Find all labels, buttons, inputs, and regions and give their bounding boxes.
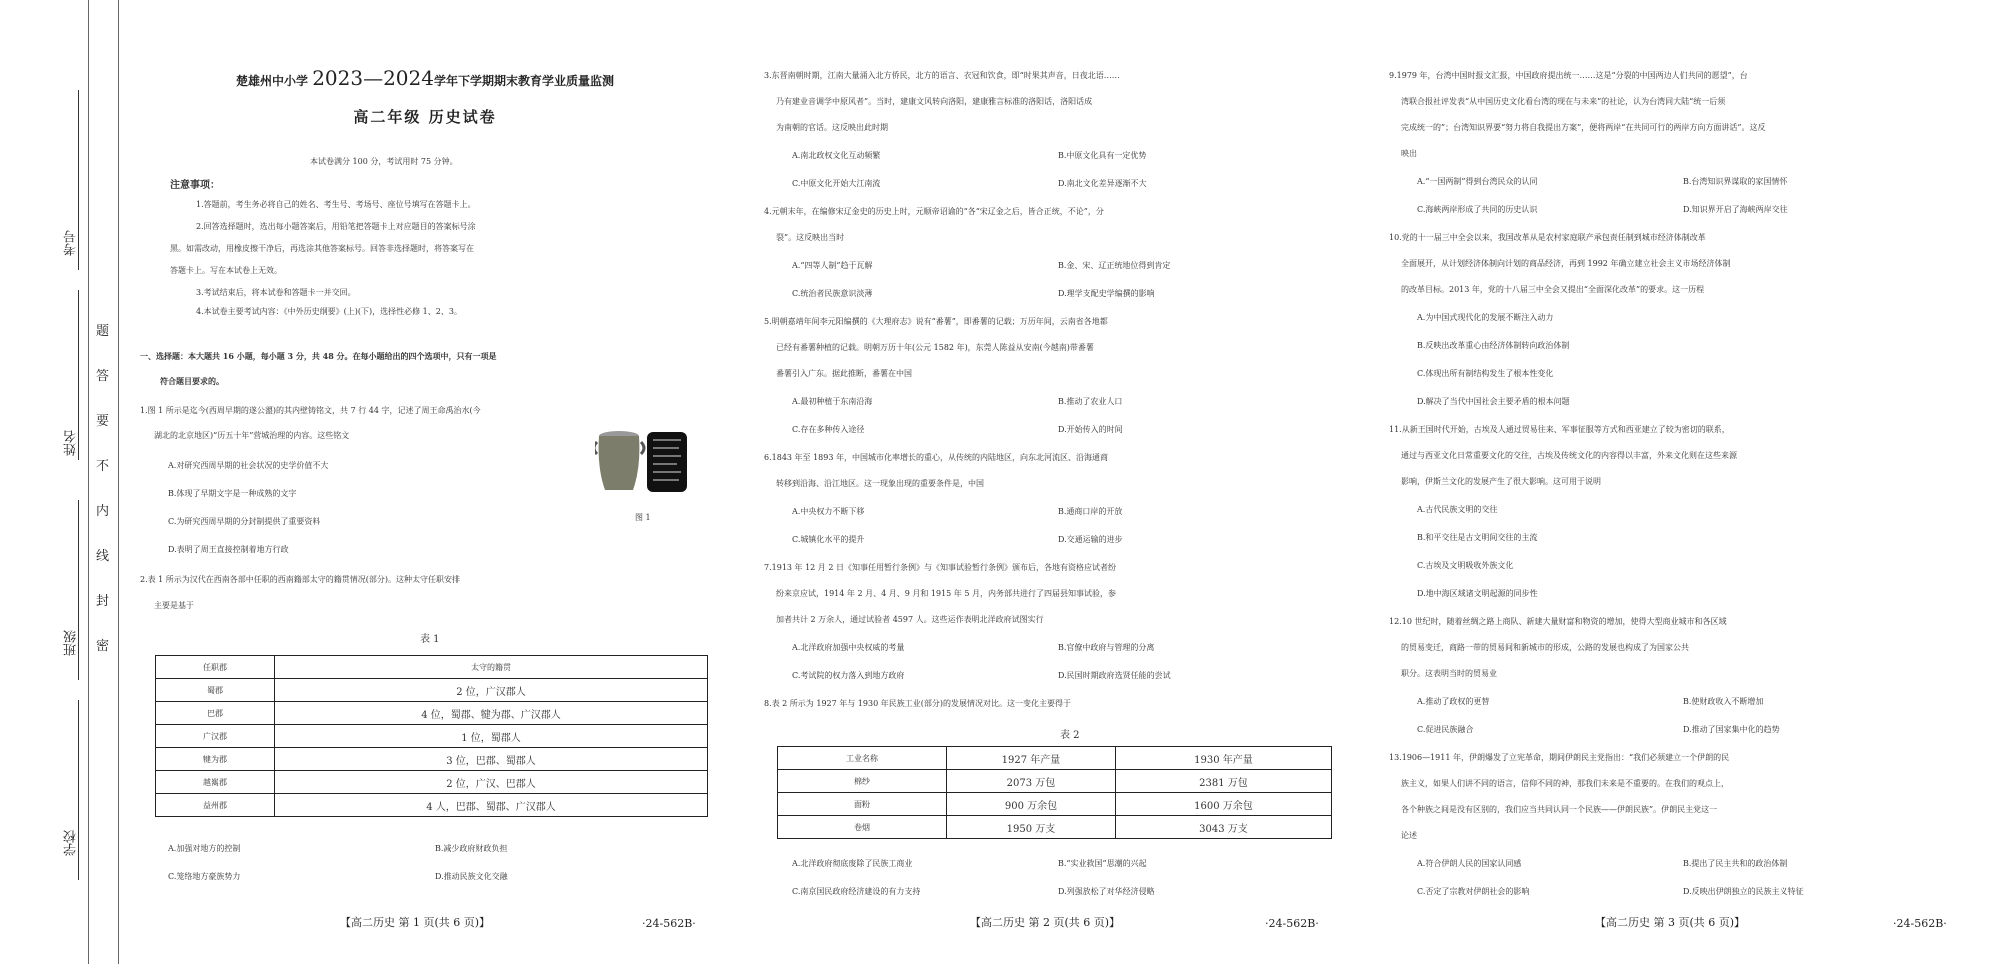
page-3 — [1385, 0, 1985, 964]
question-3-option-b[interactable]: B.中原文化具有一定优势 — [1058, 151, 1147, 160]
notice-item: 4.本试卷主要考试内容：《中外历史纲要》(上)(下)，选择性必修 1、2、3。 — [196, 307, 462, 316]
table-1 — [155, 655, 708, 817]
question-13-option-b[interactable]: B.提出了民主共和的政治体制 — [1683, 859, 1788, 868]
table-cell: 2073 万包 — [947, 770, 1116, 793]
table-cell: 2 位，广汉郡人 — [275, 679, 708, 702]
question-5-stem: 5.明朝嘉靖年间李元阳编撰的《大理府志》说有“番薯”，即番薯的记载；万历年间，云南省各地都 — [764, 317, 1108, 326]
table-row — [778, 747, 1332, 770]
page-footer: 【高二历史 第 2 页(共 6 页)】 — [970, 916, 1121, 929]
question-9-option-d[interactable]: D.知识界开启了海峡两岸交往 — [1683, 205, 1788, 214]
page-footer: 【高二历史 第 1 页(共 6 页)】 — [340, 916, 491, 929]
table-row — [778, 816, 1332, 839]
notice-item: 2.回答选择题时，选出每小题答案后，用铅笔把答题卡上对应题目的答案标号涂 — [196, 222, 476, 231]
question-6-option-b[interactable]: B.通商口岸的开放 — [1058, 507, 1123, 516]
question-13-stem: 各个种族之间是没有区别的，我们应当共同认同一个民族——伊朗民族”。伊朗民主党这一 — [1401, 805, 1718, 814]
question-11-option-b[interactable]: B.和平交往是古文明间交往的主流 — [1417, 533, 1538, 542]
question-9-stem: 映出 — [1401, 149, 1417, 158]
question-1-option-c[interactable]: C.为研究西周早期的分封制提供了重要资料 — [168, 517, 321, 526]
question-13-stem: 论述 — [1401, 831, 1417, 840]
table-cell: 广汉郡 — [156, 725, 275, 748]
binding-strip — [0, 0, 118, 964]
question-12-stem: 职分。这表明当时的贸易业 — [1401, 669, 1497, 678]
question-4-stem: 4.元朝末年，在编修宋辽金史的历史上时，元顺帝诏谕的“各“宋辽金之后，皆合正统，不论”，分 — [764, 207, 1104, 216]
table-row — [778, 770, 1332, 793]
table-cell: 4 人，巴郡、蜀郡、广汉郡人 — [275, 794, 708, 817]
question-4-stem: 裂”。这反映出当时 — [776, 233, 845, 242]
table-row — [778, 793, 1332, 816]
question-1-option-d[interactable]: D.表明了周王直接控制着地方行政 — [168, 545, 289, 554]
question-5-option-d[interactable]: D.开始传入的时间 — [1058, 425, 1123, 434]
question-5-stem: 已经有番薯种植的记载。明朝万历十年(公元 1582 年)，东莞人陈益从安南(今越南)带番薯 — [776, 343, 1094, 352]
seal-char: 要 — [96, 414, 110, 429]
score-line: 本试卷满分 100 分，考试用时 75 分钟。 — [310, 157, 458, 166]
question-4-option-a[interactable]: A.“四等人制”趋于瓦解 — [792, 261, 873, 270]
page-code: ·24-562B· — [1893, 917, 1947, 930]
table-1-title: 表 1 — [420, 634, 440, 645]
exam-number-field[interactable] — [78, 90, 79, 270]
question-3-stem: 3.东晋南朝时期，江南大量涌入北方侨民，北方的语言、衣冠和饮食，即“时果其声音，日夜北语…… — [764, 71, 1120, 80]
question-10-stem: 10.党的十一届三中全会以来，我国改革从是农村家庭联产承包责任制到城市经济体制改革 — [1389, 233, 1706, 242]
question-7-stem: 纷来京应试，1914 年 2 月、4 月、9 月和 1915 年 5 月，内务部共进行了四届县知事试验，参 — [776, 589, 1116, 598]
question-3-stem: 为南朝的官话。这反映出此时期 — [776, 123, 888, 132]
school-field[interactable] — [78, 700, 79, 880]
table-row — [156, 794, 708, 817]
question-10-option-b[interactable]: B.反映出改革重心由经济体制转向政治体制 — [1417, 341, 1570, 350]
question-11-option-a[interactable]: A.古代民族文明的交往 — [1417, 505, 1498, 514]
page-code: ·24-562B· — [1265, 917, 1319, 930]
notice-heading: 注意事项： — [170, 180, 220, 191]
question-7-option-b[interactable]: B.官僚中政府与管理的分离 — [1058, 643, 1155, 652]
question-3-option-c[interactable]: C.中原文化开始大江南流 — [792, 179, 881, 188]
exam-subtitle: 高二年级 历史试卷 — [353, 108, 497, 126]
table-cell: 3 位，巴郡、蜀郡人 — [275, 748, 708, 771]
question-12-option-a[interactable]: A.推动了政权的更替 — [1417, 697, 1490, 706]
question-7-option-c[interactable]: C.考试院的权力落入到地方政府 — [792, 671, 905, 680]
question-8-option-d[interactable]: D.列强放松了对华经济侵略 — [1058, 887, 1155, 896]
table-cell: 1930 年产量 — [1116, 747, 1332, 770]
question-8-option-c[interactable]: C.南京国民政府经济建设的有力支持 — [792, 887, 921, 896]
table-cell: 3043 万支 — [1116, 816, 1332, 839]
question-3-option-d[interactable]: D.南北文化差异逐渐不大 — [1058, 179, 1147, 188]
question-9-stem: 完成统一的”；台湾知识界要“努力将自我提出方案”，便将两岸“在共同可行的两岸方向方面讲话”。这反 — [1401, 123, 1766, 132]
table-cell: 工业名称 — [778, 747, 947, 770]
question-5-option-a[interactable]: A.最初种植于东南沿海 — [792, 397, 873, 406]
notice-item: 3.考试结束后，将本试卷和答题卡一并交回。 — [196, 288, 356, 297]
seal-char: 答 — [96, 369, 110, 384]
notice-item: 答题卡上。写在本试卷上无效。 — [170, 266, 282, 275]
question-5-option-b[interactable]: B.推动了农业人口 — [1058, 397, 1123, 406]
question-1-stem: 湖北的北京地区)“历五十年”营城治理的内容。这些铭文 — [154, 431, 350, 440]
class-field[interactable] — [78, 500, 79, 680]
question-12-stem: 的贸易变迁，商路一带的贸易间和新城市的形成，公路的发展也构成了为国家公共 — [1401, 643, 1689, 652]
question-4-option-d[interactable]: D.理学支配史学编撰的影响 — [1058, 289, 1155, 298]
question-10-option-a[interactable]: A.为中国式现代化的发展不断注入动力 — [1417, 313, 1554, 322]
table-row — [156, 725, 708, 748]
question-9-option-b[interactable]: B.台湾知识界谋取的家国情怀 — [1683, 177, 1788, 186]
binding-line — [88, 0, 89, 964]
question-2-option-a[interactable]: A.加强对地方的控制 — [168, 844, 241, 853]
table-row — [156, 679, 708, 702]
question-7-option-a[interactable]: A.北洋政府加强中央权威的考量 — [792, 643, 905, 652]
seal-char: 密 — [96, 639, 110, 654]
seal-char: 题 — [96, 324, 110, 339]
name-label: 姓名 — [64, 430, 79, 456]
school-label: 学校 — [64, 830, 79, 856]
notice-item: 1.答题前，考生务必将自己的姓名、考生号、考场号、座位号填写在答题卡上。 — [196, 200, 476, 209]
seal-char: 线 — [96, 549, 110, 564]
question-12-option-b[interactable]: B.使财政收入不断增加 — [1683, 697, 1764, 706]
question-12-option-c[interactable]: C.促进民族融合 — [1417, 725, 1474, 734]
seal-char: 封 — [96, 594, 110, 609]
page-code: ·24-562B· — [642, 917, 696, 930]
question-4-option-b[interactable]: B.金、宋、辽正统地位得到肯定 — [1058, 261, 1171, 270]
question-7-stem: 加者共计 2 万余人，通过试验者 4597 人。这些运作表明北洋政府试图实行 — [776, 615, 1044, 624]
table-cell: 1927 年产量 — [947, 747, 1116, 770]
question-10-stem: 全面展开，从计划经济体制向计划的商品经济，再到 1992 年确立建立社会主义市场经济体制 — [1401, 259, 1731, 268]
table-cell: 巴郡 — [156, 702, 275, 725]
question-6-stem: 转移到沿海、沿江地区。这一现象出现的重要条件是，中国 — [776, 479, 984, 488]
question-13-stem: 13.1906—1911 年，伊朗爆发了立宪革命，期间伊朗民主党指出：“我们必须建立一个伊朗的民 — [1389, 753, 1730, 762]
question-13-option-d[interactable]: D.反映出伊朗独立的民族主义特征 — [1683, 887, 1804, 896]
question-9-stem: 9.1979 年，台湾中国时报文汇报，中国政府提出统一……这是“分裂的中国两边人们共同的愿望”，台 — [1389, 71, 1748, 80]
question-3-stem: 乃有建业音调学中原风者”。当时，建康文风转向洛阳，建康雅言标准的洛阳话，洛阳话成 — [776, 97, 1093, 106]
question-8-option-a[interactable]: A.北洋政府彻底废除了民族工商业 — [792, 859, 913, 868]
question-13-option-a[interactable]: A.符合伊朗人民的国家认同感 — [1417, 859, 1522, 868]
table-row — [156, 702, 708, 725]
name-field[interactable] — [78, 290, 79, 460]
table-cell: 太守的籍贯 — [275, 656, 708, 679]
question-11-stem: 11.从新王国时代开始，古埃及人通过贸易往来、军事征服等方式和西亚建立了较为密切的联系， — [1389, 425, 1730, 434]
section-heading: 符合题目要求的。 — [160, 376, 224, 386]
question-4-option-c[interactable]: C.统治者民族意识淡薄 — [792, 289, 873, 298]
table-cell: 蜀郡 — [156, 679, 275, 702]
class-label: 班级 — [64, 630, 79, 656]
question-13-stem: 族主义，如果人们讲不同的语言，信仰不同的神，那我们未来是不重要的。在我们的观点上， — [1401, 779, 1729, 788]
table-cell: 2381 万包 — [1116, 770, 1332, 793]
page-2 — [760, 0, 1350, 964]
table-row — [156, 748, 708, 771]
question-11-option-d[interactable]: D.地中海区域诸文明起源的同步性 — [1417, 589, 1538, 598]
table-cell: 1600 万余包 — [1116, 793, 1332, 816]
question-9-option-c[interactable]: C.海峡两岸形成了共同的历史认识 — [1417, 205, 1538, 214]
table-cell: 2 位，广汉、巴郡人 — [275, 771, 708, 794]
table-cell: 4 位，蜀郡、犍为郡、广汉郡人 — [275, 702, 708, 725]
table-cell: 越嶲郡 — [156, 771, 275, 794]
section-heading: 一、选择题：本大题共 16 小题，每小题 3 分，共 48 分。在每小题给出的四个选项中，只有一项是 — [140, 351, 497, 361]
bronze-vessel-image — [595, 428, 695, 498]
question-11-option-c[interactable]: C.古埃及文明吸收外族文化 — [1417, 561, 1514, 570]
table-row — [156, 771, 708, 794]
page-footer: 【高二历史 第 3 页(共 6 页)】 — [1595, 916, 1746, 929]
seal-char: 内 — [96, 504, 110, 519]
question-10-stem: 的改革目标。2013 年，党的十八届三中全会又提出“全面深化改革”的要求。这一历程 — [1401, 285, 1705, 294]
table-row — [156, 656, 708, 679]
question-2-stem: 2.表 1 所示为汉代在西南各部中任职的西南籍部太守的籍贯情况(部分)。这种太守任职安排 — [140, 575, 461, 584]
table-cell: 任职郡 — [156, 656, 275, 679]
table-cell: 1 位，蜀郡人 — [275, 725, 708, 748]
question-12-option-d[interactable]: D.推动了国家集中化的趋势 — [1683, 725, 1780, 734]
question-2-option-b[interactable]: B.减少政府财政负担 — [435, 844, 508, 853]
question-8-stem: 8.表 2 所示为 1927 年与 1930 年民族工业(部分)的发展情况对比。这一变化主要得于 — [764, 699, 1071, 708]
table-cell: 犍为郡 — [156, 748, 275, 771]
question-2-option-c[interactable]: C.笼络地方豪族势力 — [168, 872, 241, 881]
table-cell: 900 万余包 — [947, 793, 1116, 816]
table-2-title: 表 2 — [1060, 730, 1080, 741]
question-11-stem: 影响，伊斯兰文化的发展产生了很大影响。这可用于说明 — [1401, 477, 1601, 486]
question-1-option-b[interactable]: B.体现了早期文字是一种成熟的文字 — [168, 489, 297, 498]
notice-item: 黑。如需改动，用橡皮擦干净后，再选涂其他答案标号。回答非选择题时，将答案写在 — [170, 244, 474, 253]
question-6-option-a[interactable]: A.中央权力不断下移 — [792, 507, 865, 516]
question-6-stem: 6.1843 年至 1893 年，中国城市化率增长的重心，从传统的内陆地区，向东北河流区、沿海通商 — [764, 453, 1108, 462]
question-1-option-a[interactable]: A.对研究西周早期的社会状况的史学价值不大 — [168, 461, 329, 470]
table-cell: 益州郡 — [156, 794, 275, 817]
question-11-stem: 通过与西亚文化日常重要文化的交往，古埃及传统文化的内容得以丰富，外来文化则在这些来源 — [1401, 451, 1737, 460]
question-9-option-a[interactable]: A.“一国两制”得到台湾民众的认同 — [1417, 177, 1538, 186]
binding-line — [118, 0, 119, 964]
page-1 — [130, 0, 720, 964]
question-3-option-a[interactable]: A.南北政权文化互动频繁 — [792, 151, 881, 160]
question-2-option-d[interactable]: D.推动民族文化交融 — [435, 872, 508, 881]
question-6-option-d[interactable]: D.交通运输的进步 — [1058, 535, 1123, 544]
exam-number-label: 考号 — [64, 230, 79, 256]
question-8-option-b[interactable]: B.“实业救国”思潮的兴起 — [1058, 859, 1147, 868]
figure-1-caption: 图 1 — [635, 513, 651, 522]
question-5-stem: 番薯引入广东。据此推断，番薯在中国 — [776, 369, 912, 378]
question-10-option-d[interactable]: D.解决了当代中国社会主要矛盾的根本问题 — [1417, 397, 1570, 406]
question-13-option-c[interactable]: C.否定了宗教对伊朗社会的影响 — [1417, 887, 1530, 896]
question-7-option-d[interactable]: D.民国时期政府选贤任能的尝试 — [1058, 671, 1171, 680]
table-cell: 1950 万支 — [947, 816, 1116, 839]
question-9-stem: 湾联合报社评发表“从中国历史文化看台湾的现在与未来”的社论，认为台湾同大陆“统一后须 — [1401, 97, 1726, 106]
seal-char: 不 — [96, 459, 110, 474]
question-6-option-c[interactable]: C.城镇化水平的提升 — [792, 535, 865, 544]
question-5-option-c[interactable]: C.存在多种传入途径 — [792, 425, 865, 434]
question-1-stem: 1.图 1 所示是迄今(西周早期的遂公盨)的其内壁铸铭文，共 7 行 44 字，记述了周王命禹治水(今 — [140, 406, 481, 415]
question-7-stem: 7.1913 年 12 月 2 日《知事任用暂行条例》与《知事试验暂行条例》颁布后，各地有资格应试者纷 — [764, 563, 1116, 572]
table-2 — [777, 746, 1332, 839]
table-cell: 卷烟 — [778, 816, 947, 839]
table-cell: 棉纱 — [778, 770, 947, 793]
question-2-stem: 主要是基于 — [154, 601, 194, 610]
question-10-option-c[interactable]: C.体现出所有制结构发生了根本性变化 — [1417, 369, 1554, 378]
table-cell: 面粉 — [778, 793, 947, 816]
exam-title: 楚雄州中小学 2023—2024学年下学期期末教育学业质量监测 — [235, 66, 614, 90]
question-12-stem: 12.10 世纪时，随着丝绸之路上商队、新建大量财富和物资的增加，使得大型商业城市和各区域 — [1389, 617, 1727, 626]
